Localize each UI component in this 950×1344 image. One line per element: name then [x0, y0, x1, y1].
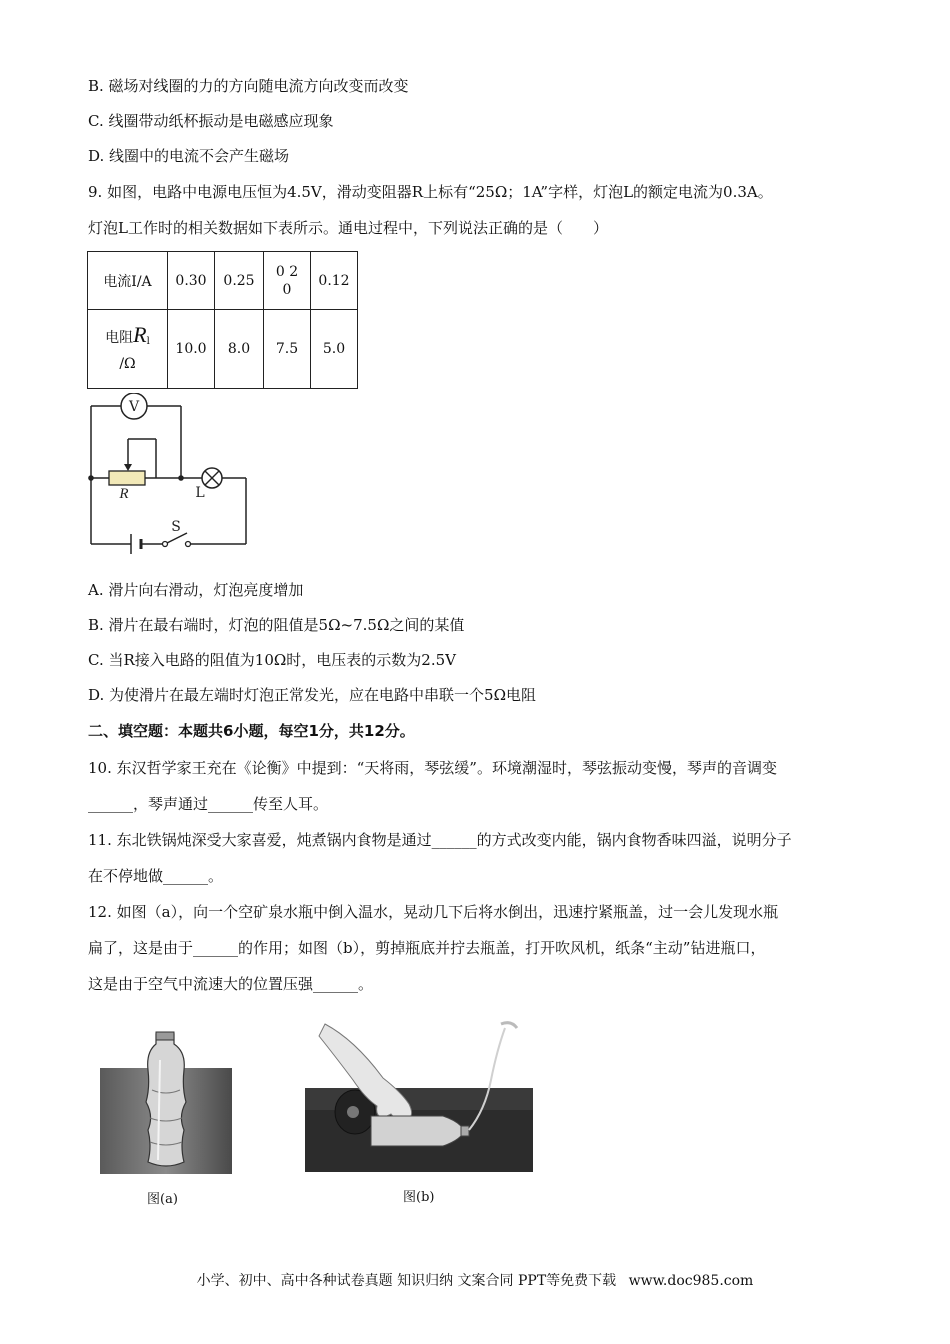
cell-current-1: 0.30 [175, 272, 207, 289]
cell-resistance-4: 5.0 [311, 310, 358, 389]
header-current: 电流I/A [88, 252, 168, 310]
cell-current-4: 0.12 [311, 252, 358, 310]
svg-text:V: V [128, 399, 140, 415]
page-footer [0, 1270, 950, 1290]
footer-link[interactable]: www.doc985.com [628, 1273, 754, 1289]
q9-option-a: A. 滑片向右滑动，灯泡亮度增加 [88, 581, 304, 599]
q10-line2: ______，琴声通过______传至人耳。 [88, 795, 329, 813]
cell-current-2: 0.25 [215, 252, 264, 310]
q9-option-b: B. 滑片在最右端时，灯泡的阻值是5Ω~7.5Ω之间的某值 [88, 616, 465, 634]
q9-option-c: C. 当R接入电路的阻值为10Ω时，电压表的示数为2.5V [88, 651, 456, 669]
q11-line2: 在不停地做______。 [88, 867, 224, 885]
q12-line3: 这是由于空气中流速大的位置压强______。 [88, 975, 374, 993]
figure-a-bottle-photo [100, 1030, 232, 1174]
q8-option-c: C. 线圈带动纸杯振动是电磁感应现象 [88, 112, 334, 130]
slider-arrow-icon [124, 464, 132, 471]
cell-current-3: 0 2 0 [275, 263, 299, 298]
junction-dot-icon [178, 475, 184, 481]
switch-icon [163, 542, 168, 547]
q8-option-d: D. 线圈中的电流不会产生磁场 [88, 147, 290, 165]
svg-text:L: L [195, 485, 205, 501]
q12-line1: 12. 如图（a），向一个空矿泉水瓶中倒入温水，晃动几下后将水倒出，迅速拧紧瓶盖，过一会儿发现水瓶 [88, 903, 779, 921]
cell-resistance-2: 8.0 [215, 310, 264, 389]
svg-text:R: R [119, 486, 129, 502]
figure-b-hairdryer-photo [305, 1020, 533, 1172]
circuit-diagram [84, 393, 254, 558]
q8-option-b: B. 磁场对线圈的力的方向随电流方向改变而改变 [88, 77, 409, 95]
q12-line2: 扁了，这是由于______的作用；如图（b），剪掉瓶底并拧去瓶盖，打开吹风机，纸条“主动”钻进瓶口， [88, 939, 766, 957]
rheostat-icon [109, 471, 145, 485]
figure-b-caption: 图(b) [403, 1190, 435, 1205]
q10-line1: 10. 东汉哲学家王充在《论衡》中提到：“天将雨，琴弦缓”。环境潮湿时，琴弦振动变慢，琴声的音调变 [88, 759, 777, 777]
header-resistance: 电阻Rl /Ω [88, 310, 168, 389]
table-row-resistance [88, 310, 358, 389]
q11-line1: 11. 东北铁锅炖深受大家喜爱，炖煮锅内食物是通过______的方式改变内能，锅内食物香味四溢，说明分子 [88, 831, 792, 849]
table-row-current [88, 252, 358, 310]
svg-text:S: S [171, 519, 181, 535]
q9-option-d: D. 为使滑片在最左端时灯泡正常发光，应在电路中串联一个5Ω电阻 [88, 686, 537, 704]
section-2-title: 二、填空题：本题共6小题，每空1分，共12分。 [88, 722, 415, 740]
junction-dot-icon [88, 475, 94, 481]
footer-text: 小学、初中、高中各种试卷真题 知识归纳 文案合同 PPT等免费下载 [196, 1273, 617, 1289]
q9-stem-line2: 灯泡L工作时的相关数据如下表所示。通电过程中，下列说法正确的是（ ） [88, 219, 608, 237]
lamp-data-table [87, 251, 358, 389]
figure-a-caption: 图(a) [147, 1192, 178, 1207]
cell-resistance-1: 10.0 [175, 341, 207, 357]
cell-resistance-3: 7.5 [264, 310, 311, 389]
q9-stem-line1: 9. 如图，电路中电源电压恒为4.5V，滑动变阻器R上标有“25Ω；1A”字样，灯泡L的额定电流为0.3A。 [88, 183, 773, 201]
